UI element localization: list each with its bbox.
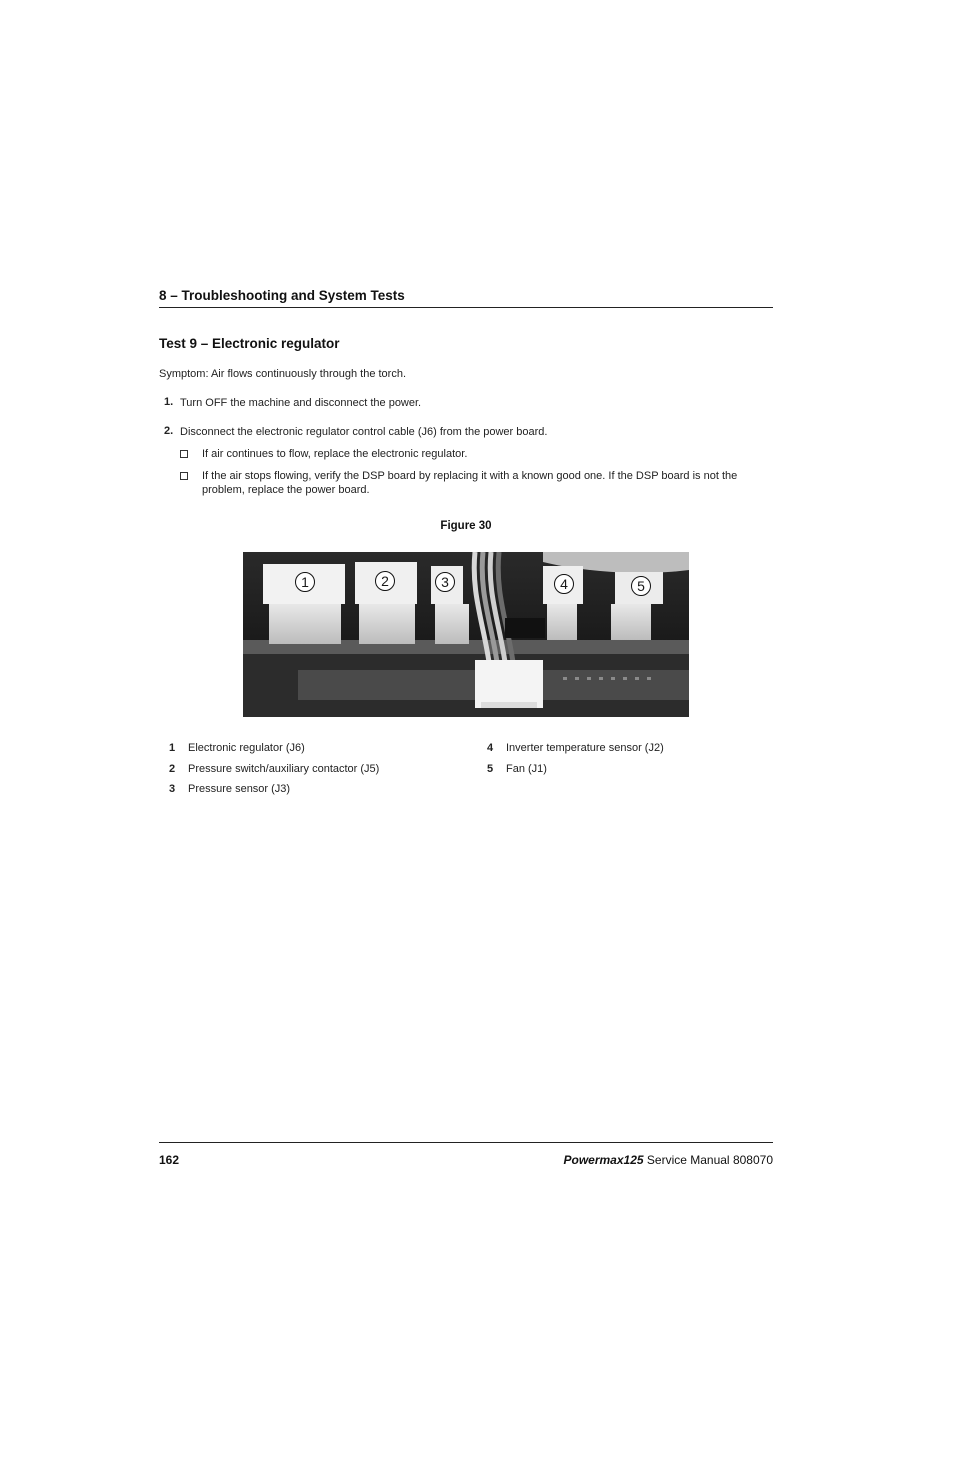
legend-label-2: Pressure switch/auxiliary contactor (J5) xyxy=(188,763,380,775)
checkbox-bullet-icon xyxy=(180,450,188,458)
figure-caption: Figure 30 xyxy=(440,520,492,532)
footer-divider xyxy=(159,1142,773,1143)
legend-number-1: 1 xyxy=(169,742,176,754)
callout-3: 3 xyxy=(435,572,455,592)
legend-label-4: Inverter temperature sensor (J2) xyxy=(506,742,664,754)
callout-2: 2 xyxy=(375,571,395,591)
step-text-2: Disconnect the electronic regulator control cable (J6) from the power board. xyxy=(180,426,548,438)
page-number: 162 xyxy=(159,1153,180,1167)
bullet-text-2-line2: problem, replace the power board. xyxy=(202,484,370,496)
legend-label-5: Fan (J1) xyxy=(506,763,547,775)
legend-label-3: Pressure sensor (J3) xyxy=(188,783,291,795)
checkbox-bullet-icon xyxy=(180,472,188,480)
legend-number-2: 2 xyxy=(169,763,176,775)
section-title: Test 9 – Electronic regulator xyxy=(159,336,340,351)
chapter-title: 8 – Troubleshooting and System Tests xyxy=(159,288,405,303)
legend-label-1: Electronic regulator (J6) xyxy=(188,742,305,754)
figure-photo xyxy=(243,552,689,717)
legend-number-5: 5 xyxy=(487,763,494,775)
header-divider xyxy=(159,307,773,308)
bullet-text-1: If air continues to flow, replace the electronic regulator. xyxy=(202,448,468,460)
legend-number-4: 4 xyxy=(487,742,494,754)
product-name: Powermax125 xyxy=(563,1153,644,1167)
symptom-text: Symptom: Air flows continuously through the torch. xyxy=(159,368,407,380)
callout-4: 4 xyxy=(554,574,574,594)
doc-number: 808070 xyxy=(732,1153,773,1167)
legend-number-3: 3 xyxy=(169,783,176,795)
callout-5: 5 xyxy=(631,576,651,596)
bullet-text-2 xyxy=(202,469,772,497)
step-text-1: Turn OFF the machine and disconnect the power. xyxy=(180,397,422,409)
footer-doc-info xyxy=(563,1153,773,1167)
step-number-2: 2. xyxy=(164,425,174,437)
callout-1: 1 xyxy=(295,572,315,592)
bullet-text-2-line1: If the air stops flowing, verify the DSP board by replacing it with a known good one. If the DSP board is not the xyxy=(202,470,738,482)
manual-name: Service Manual xyxy=(646,1153,730,1167)
step-number-1: 1. xyxy=(164,396,174,408)
